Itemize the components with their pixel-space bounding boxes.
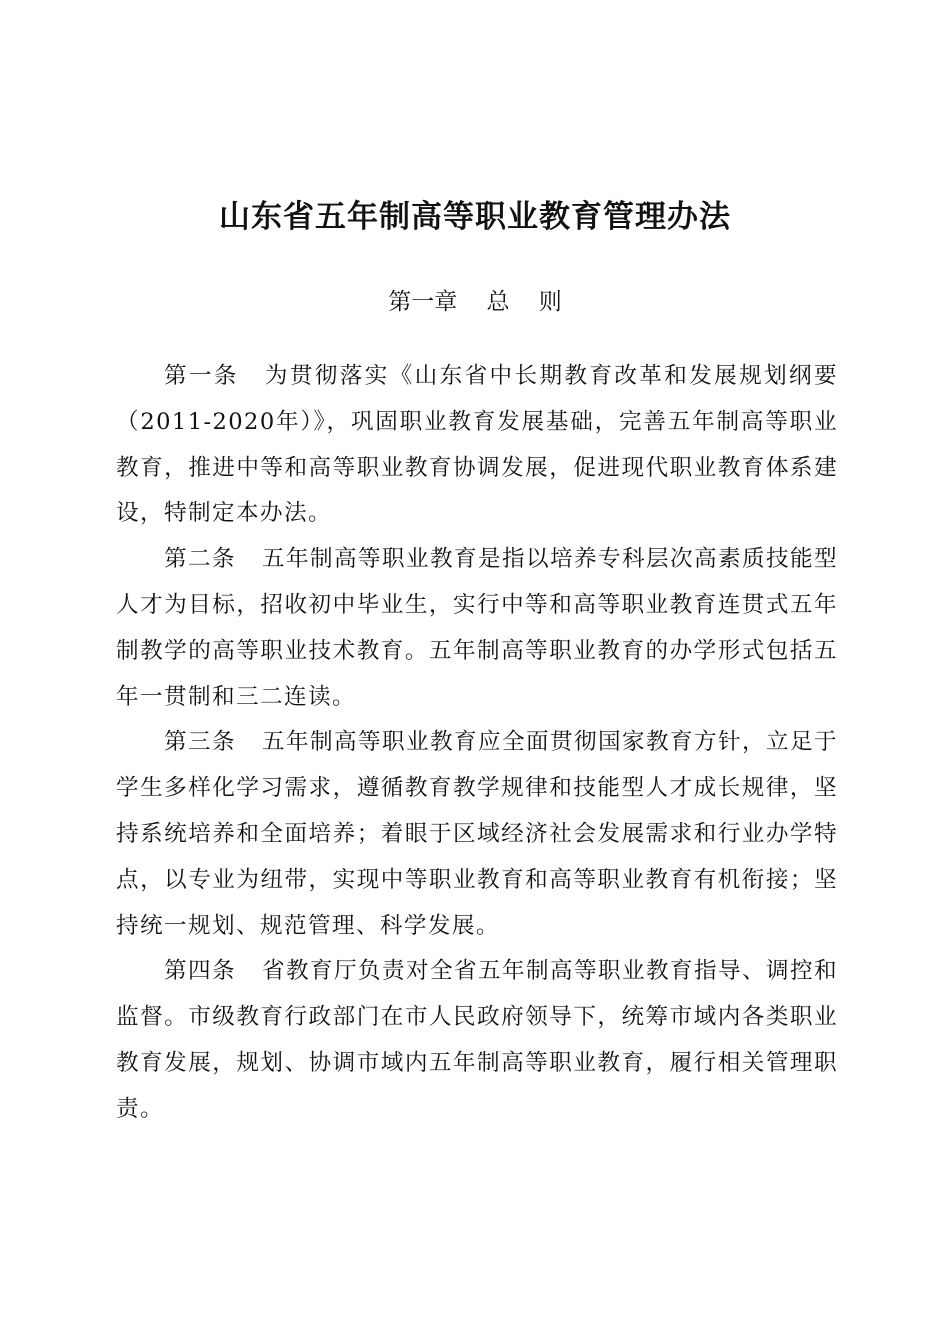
article-label: 第一条 <box>164 363 239 389</box>
document-body <box>116 354 838 1133</box>
article-label: 第二条 <box>164 546 236 573</box>
article-text: 为贯彻落实《山东省中长期教育改革和发展规划纲要（2011-2020年）》，巩固职业教育发展基础，完善五年制高等职业教育，推进中等和高等职业教育协调发展，促进现代职业教育体系建设，特制定本办法。 <box>116 363 839 527</box>
article-3 <box>116 720 838 949</box>
article-label: 第四条 <box>164 958 236 985</box>
article-1 <box>116 354 838 537</box>
article-4 <box>116 949 838 1132</box>
article-text: 五年制高等职业教育应全面贯彻国家教育方针，立足于学生多样化学习需求，遵循教育教学规律和技能型人才成长规律，坚持系统培养和全面培养；着眼于区域经济社会发展需求和行业办学特点，以专业为纽带，实现中等职业教育和高等职业教育有机衔接；坚持统一规划、规范管理、科学发展。 <box>116 729 838 939</box>
article-label: 第三条 <box>164 729 236 756</box>
document-title: 山东省五年制高等职业教育管理办法 <box>219 199 731 235</box>
article-text: 省教育厅负责对全省五年制高等职业教育指导、调控和监督。市级教育行政部门在市人民政府领导下，统筹市域内各类职业教育发展，规划、协调市域内五年制高等职业教育，履行相关管理职责。 <box>116 958 838 1122</box>
chapter-heading: 第一章 总 则 <box>388 289 562 315</box>
article-2 <box>116 537 838 720</box>
article-text: 五年制高等职业教育是指以培养专科层次高素质技能型人才为目标，招收初中毕业生，实行中等和高等职业教育连贯式五年制教学的高等职业技术教育。五年制高等职业教育的办学形式包括五年一贯制和三二连读。 <box>116 546 838 710</box>
